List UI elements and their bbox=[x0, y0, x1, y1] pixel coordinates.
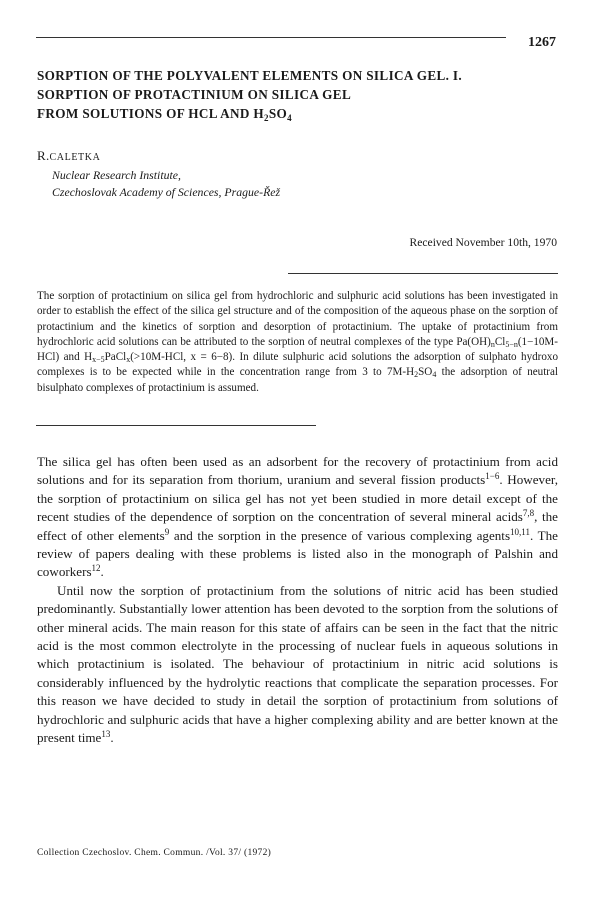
abstract-text: the adsorption of neutral bisulphato complexes of protactinium is assumed. bbox=[37, 366, 558, 394]
abstract-text: (1−10M-HCl) and H bbox=[37, 335, 558, 364]
paragraph-2 bbox=[37, 582, 558, 748]
affiliation-line-1: Nuclear Research Institute, bbox=[52, 168, 181, 182]
abstract-subscript: 5−n bbox=[505, 339, 518, 349]
author-name bbox=[37, 148, 100, 166]
author-initial: R. bbox=[37, 148, 50, 163]
title-line-3 bbox=[37, 104, 567, 123]
paragraph-text: . The review of papers dealing with these problems is listed also in the monograph of Palshin and coworkers bbox=[37, 527, 558, 580]
paragraph-1 bbox=[37, 453, 558, 582]
journal-citation-footer: Collection Czechoslov. Chem. Commun. /Vol. 37/ (1972) bbox=[37, 848, 272, 858]
article-title bbox=[37, 66, 567, 123]
title-line-1: SORPTION OF THE POLYVALENT ELEMENTS ON SILICA GEL. I. bbox=[37, 68, 463, 83]
reference-superscript: 10,11 bbox=[510, 526, 530, 537]
paragraph-text: The silica gel has often been used as an adsorbent for the recovery of protactinium from acid solutions and for its separation from thorium, uranium and several fission products bbox=[37, 454, 558, 488]
paragraph-text: Until now the sorption of protactinium from the solutions of nitric acid has been studied predominantly. Substantially lower attention has been devoted to the sorption from the solutions of other mineral acids. The main reason for this state of affairs can be seen in the fact that the nitric acid is the most common electrolyte in the processing of nuclear fuels in aqueous solutions in which protactinium is isolated. The behaviour of protactinium in nitric acid solutions is considerably influenced by the hydrolytic reactions that complicate the separation processes. For this reason we have decided to study in detail the sorption of protactinium from solutions of hydrochloric and sulphuric acids that have a higher complexing ability and are better known at the present time bbox=[37, 582, 558, 746]
abstract-top-rule bbox=[288, 273, 558, 274]
abstract-text: Cl bbox=[494, 335, 506, 348]
paragraph-text: , the effect of other elements bbox=[37, 509, 558, 543]
header-rule bbox=[36, 37, 506, 38]
title-line-2: SORPTION OF PROTACTINIUM ON SILICA GEL bbox=[37, 87, 352, 102]
reference-superscript: 7,8 bbox=[522, 508, 535, 519]
abstract-subscript: x−5 bbox=[92, 355, 105, 365]
author-surname: CALETKA bbox=[49, 152, 101, 163]
body-text bbox=[37, 453, 558, 748]
abstract-subscript: n bbox=[490, 339, 495, 349]
abstract-subscript: x bbox=[126, 355, 131, 365]
paragraph-text: and the sorption in the presence of various complexing agents bbox=[169, 527, 511, 543]
abstract-text: (>10M-HCl, x = 6−8). In dilute sulphuric acid solutions the adsorption of sulphato hydroxo complexes is to be expected while in the concentration range from 3 to 7M-H bbox=[37, 351, 558, 379]
abstract-text: The sorption of protactinium on silica gel from hydrochloric and sulphuric acid solutions has been investigated in order to establish the effect of the silica gel structure and of the composition of the aqueous phase on the sorption of protactinium and the kinetics of sorption and desorption of protactinium. The uptake of protactinium from hydrochloric acid solutions can be attributed to the sorption of neutral complexes of the type Pa(OH) bbox=[37, 290, 558, 348]
abstract-text: SO bbox=[418, 366, 433, 379]
received-date: Received November 10th, 1970 bbox=[409, 236, 557, 249]
abstract-text: PaCl bbox=[104, 351, 127, 364]
affiliation-line-2: Czechoslovak Academy of Sciences, Prague-Řež bbox=[52, 185, 281, 199]
page-number: 1267 bbox=[528, 35, 556, 50]
abstract-subscript: 2 bbox=[414, 370, 419, 380]
title-line-3-text: FROM SOLUTIONS OF HCL AND H bbox=[37, 106, 264, 121]
abstract-bottom-rule bbox=[36, 425, 316, 426]
paragraph-text: . bbox=[110, 730, 114, 746]
affiliation bbox=[52, 167, 280, 201]
paragraph-text: . However, the sorption of protactinium on silica gel has not yet been studied in more detail except of the recent studies of the dependence of sorption on the concentration of several mineral acids bbox=[37, 472, 558, 525]
title-subscript: 4 bbox=[287, 113, 292, 123]
reference-superscript: 9 bbox=[164, 526, 170, 537]
title-subscript: 2 bbox=[263, 113, 269, 123]
title-line-3-text: SO bbox=[268, 106, 288, 121]
abstract bbox=[37, 289, 558, 396]
abstract-subscript: 4 bbox=[432, 370, 437, 380]
reference-superscript: 12 bbox=[91, 563, 101, 574]
paragraph-text: . bbox=[100, 564, 104, 580]
reference-superscript: 13 bbox=[101, 729, 111, 740]
reference-superscript: 1−6 bbox=[485, 471, 500, 482]
